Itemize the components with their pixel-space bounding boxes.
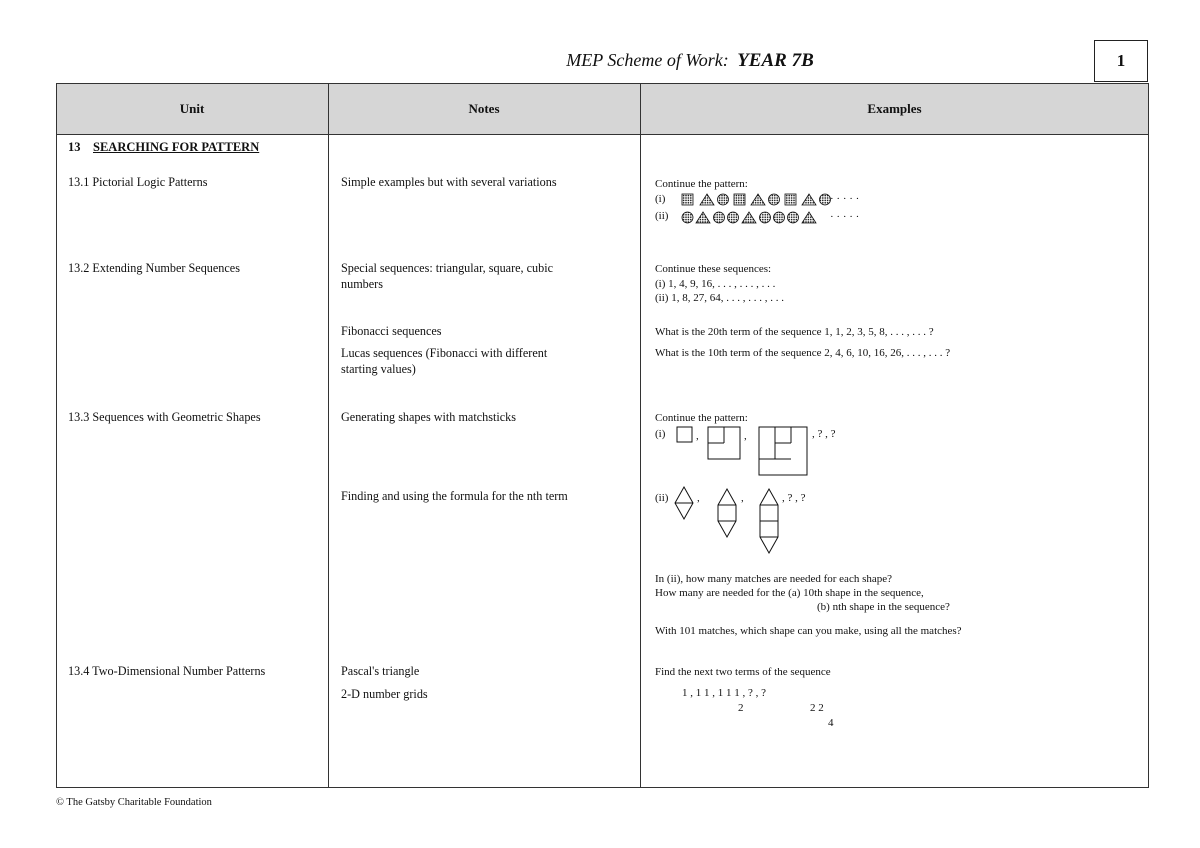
note-pascals-triangle: Pascal's triangle: [341, 664, 420, 678]
note-13-3-nth-term: Finding and using the formula for the nth term: [341, 489, 568, 503]
example-13-3-ii-tail: , ? , ?: [782, 492, 806, 504]
column-header-unit: Unit: [179, 101, 205, 116]
example-13-1-intro: Continue the pattern:: [655, 178, 748, 190]
year-label: YEAR 7B: [737, 50, 814, 71]
example-fibonacci: What is the 20th term of the sequence 1, 1, 2, 3, 5, 8, . . . , . . . ?: [655, 326, 934, 338]
pattern-row-ii: [682, 212, 816, 223]
svg-text:,: ,: [741, 492, 744, 504]
pascal-sequence-row2a: 2: [738, 702, 744, 714]
document-title: [380, 50, 1000, 72]
example-13-1-i-label: (i): [655, 193, 666, 205]
svg-text:,: ,: [696, 430, 699, 442]
square-shape-1: [677, 427, 692, 442]
pascal-sequence-row3: 4: [828, 717, 834, 729]
column-divider-2: [640, 83, 641, 788]
unit-13-4: 13.4 Two-Dimensional Number Patterns: [68, 664, 266, 678]
note-lucas-line2: starting values): [341, 362, 416, 376]
page-number: 1: [1094, 40, 1148, 82]
example-13-3-i-tail: , ? , ?: [812, 428, 836, 440]
column-header-notes: Notes: [468, 101, 500, 116]
svg-text:,: ,: [744, 430, 747, 442]
pattern-row-i: [682, 194, 831, 205]
note-13-2-line2: numbers: [341, 277, 383, 291]
example-13-1-ii-label: (ii): [655, 210, 669, 222]
question-matches-each-shape: In (ii), how many matches are needed for each shape?: [655, 573, 892, 585]
scheme-title: MEP Scheme of Work:: [566, 50, 729, 70]
note-13-3-matchsticks: Generating shapes with matchsticks: [341, 410, 516, 424]
unit-13-2: 13.2 Extending Number Sequences: [68, 261, 240, 275]
question-matches-10th: How many are needed for the (a) 10th shape in the sequence,: [655, 587, 924, 599]
unit-13-1: 13.1 Pictorial Logic Patterns: [68, 175, 208, 189]
example-13-2-ii: (ii) 1, 8, 27, 64, . . . , . . . , . . .: [655, 292, 784, 304]
note-lucas-line1: Lucas sequences (Fibonacci with different: [341, 346, 548, 360]
example-13-2-i: (i) 1, 4, 9, 16, . . . , . . . , . . .: [655, 278, 776, 290]
example-13-2-intro: Continue these sequences:: [655, 263, 772, 275]
square-shape-3: [759, 427, 807, 475]
table-border-left: [56, 83, 57, 788]
note-13-2-line1: Special sequences: triangular, square, cubic: [341, 261, 554, 275]
column-divider-1: [328, 83, 329, 788]
table-border-bottom: [56, 787, 1149, 788]
section-heading: [68, 140, 259, 155]
example-lucas: What is the 10th term of the sequence 2, 4, 6, 10, 16, 26, . . . , . . . ?: [655, 347, 951, 359]
copyright-footer: © The Gatsby Charitable Foundation: [56, 797, 212, 808]
note-13-1: Simple examples but with several variations: [341, 175, 557, 189]
section-number: 13: [68, 140, 81, 154]
diamond-shape-3: [760, 489, 778, 553]
example-13-4-intro: Find the next two terms of the sequence: [655, 666, 831, 678]
pascal-sequence-row2b: 2 2: [810, 702, 824, 714]
diamond-shape-2: [718, 489, 736, 537]
example-13-3-intro: Continue the pattern:: [655, 412, 748, 424]
pascal-sequence-row1: 1 , 1 1 , 1 1 1 , ? , ?: [682, 687, 767, 699]
example-13-3-i-label: (i): [655, 428, 666, 440]
unit-13-3: 13.3 Sequences with Geometric Shapes: [68, 410, 261, 424]
pattern-ii-dots: · · · · ·: [830, 211, 860, 223]
section-title: SEARCHING FOR PATTERN: [93, 140, 260, 154]
pattern-i-dots: · · · · ·: [830, 193, 860, 205]
square-shape-2: [708, 427, 740, 459]
question-matches-nth: (b) nth shape in the sequence?: [817, 601, 950, 613]
column-header-examples: Examples: [867, 101, 922, 116]
svg-text:,: ,: [697, 492, 700, 504]
question-101-matches: With 101 matches, which shape can you make, using all the matches?: [655, 625, 962, 637]
note-2d-number-grids: 2-D number grids: [341, 687, 428, 701]
note-fibonacci: Fibonacci sequences: [341, 324, 442, 338]
table-border-right: [1148, 83, 1149, 788]
example-13-3-ii-label: (ii): [655, 492, 669, 504]
